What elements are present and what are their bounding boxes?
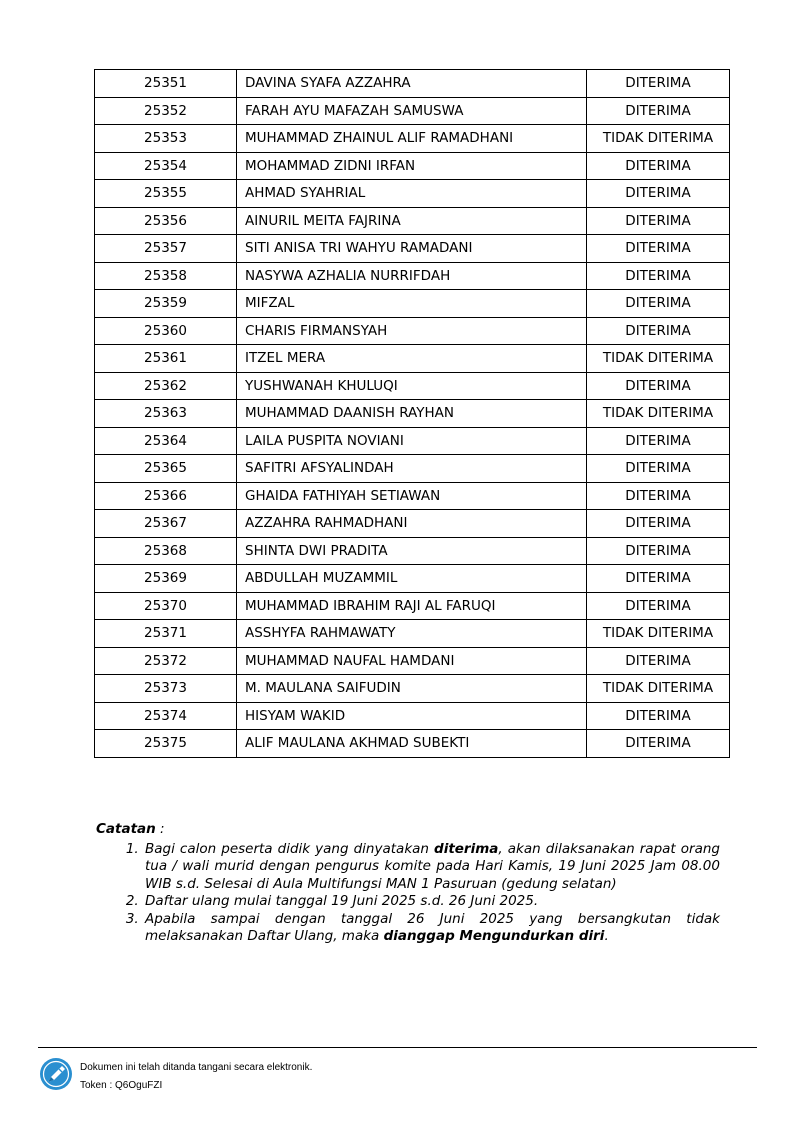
table-row: [95, 400, 730, 428]
status-cell: DITERIMA: [587, 702, 730, 730]
status-cell: TIDAK DITERIMA: [587, 620, 730, 648]
token-label: Token :: [80, 1080, 116, 1091]
note-3-after: .: [604, 928, 609, 944]
registration-number-cell: 25357: [95, 235, 237, 263]
status-cell: DITERIMA: [587, 152, 730, 180]
student-name-cell: SITI ANISA TRI WAHYU RAMADANI: [237, 235, 587, 263]
registration-number-cell: 25372: [95, 647, 237, 675]
notes-title-suffix: :: [155, 821, 165, 837]
student-name-cell: ALIF MAULANA AKHMAD SUBEKTI: [237, 730, 587, 758]
table-row: [95, 730, 730, 758]
status-cell: DITERIMA: [587, 510, 730, 538]
registration-number-cell: 25363: [95, 400, 237, 428]
status-cell: DITERIMA: [587, 537, 730, 565]
note-item-2: [143, 893, 720, 911]
registration-number-cell: 25369: [95, 565, 237, 593]
student-name-cell: AZZAHRA RAHMADHANI: [237, 510, 587, 538]
table-row: [95, 262, 730, 290]
registration-number-cell: 25368: [95, 537, 237, 565]
registration-number-cell: 25375: [95, 730, 237, 758]
status-cell: DITERIMA: [587, 317, 730, 345]
table-row: [95, 482, 730, 510]
table-row: [95, 675, 730, 703]
registration-number-cell: 25366: [95, 482, 237, 510]
student-name-cell: FARAH AYU MAFAZAH SAMUSWA: [237, 97, 587, 125]
note-1-after: , akan dilaksanakan rapat orang tua / wali murid dengan pengurus komite pada Hari Kamis, 19 Juni 2025 Jam 08.00 WIB s.d. Selesai di Aula Multifungsi MAN 1 Pasuruan (gedung selatan): [145, 840, 720, 892]
note-2-text: Daftar ulang mulai tanggal 19 Juni 2025 s.d. 26 Juni 2025.: [145, 893, 539, 909]
status-cell: DITERIMA: [587, 565, 730, 593]
registration-number-cell: 25360: [95, 317, 237, 345]
table-row: [95, 152, 730, 180]
student-name-cell: AHMAD SYAHRIAL: [237, 180, 587, 208]
table-row: [95, 125, 730, 153]
student-name-cell: ASSHYFA RAHMAWATY: [237, 620, 587, 648]
table-row: [95, 537, 730, 565]
signed-notice: Dokumen ini telah ditanda tangani secara elektronik.: [80, 1062, 313, 1073]
registration-number-cell: 25356: [95, 207, 237, 235]
registration-number-cell: 25364: [95, 427, 237, 455]
footer-text: [80, 1059, 312, 1095]
status-cell: DITERIMA: [587, 180, 730, 208]
student-name-cell: NASYWA AZHALIA NURRIFDAH: [237, 262, 587, 290]
registration-number-cell: 25371: [95, 620, 237, 648]
student-name-cell: MIFZAL: [237, 290, 587, 318]
table-row: [95, 290, 730, 318]
student-name-cell: ITZEL MERA: [237, 345, 587, 373]
student-name-cell: AINURIL MEITA FAJRINA: [237, 207, 587, 235]
status-cell: DITERIMA: [587, 372, 730, 400]
student-name-cell: MOHAMMAD ZIDNI IRFAN: [237, 152, 587, 180]
table-row: [95, 510, 730, 538]
status-cell: DITERIMA: [587, 427, 730, 455]
token-line: [80, 1077, 312, 1095]
status-cell: DITERIMA: [587, 97, 730, 125]
note-item-3: [143, 911, 720, 946]
status-cell: TIDAK DITERIMA: [587, 345, 730, 373]
student-name-cell: HISYAM WAKID: [237, 702, 587, 730]
status-cell: TIDAK DITERIMA: [587, 675, 730, 703]
status-cell: DITERIMA: [587, 455, 730, 483]
table-row: [95, 620, 730, 648]
table-row: [95, 97, 730, 125]
table-row: [95, 372, 730, 400]
student-name-cell: MUHAMMAD NAUFAL HAMDANI: [237, 647, 587, 675]
student-name-cell: SAFITRI AFSYALINDAH: [237, 455, 587, 483]
registration-number-cell: 25362: [95, 372, 237, 400]
table-row: [95, 207, 730, 235]
results-table-body: [95, 70, 730, 758]
registration-number-cell: 25355: [95, 180, 237, 208]
student-name-cell: YUSHWANAH KHULUQI: [237, 372, 587, 400]
table-row: [95, 345, 730, 373]
registration-number-cell: 25370: [95, 592, 237, 620]
table-row: [95, 427, 730, 455]
registration-number-cell: 25367: [95, 510, 237, 538]
registration-number-cell: 25353: [95, 125, 237, 153]
registration-number-cell: 25358: [95, 262, 237, 290]
student-name-cell: DAVINA SYAFA AZZAHRA: [237, 70, 587, 98]
notes-list: [96, 841, 720, 946]
registration-number-cell: 25361: [95, 345, 237, 373]
note-item-1: [143, 841, 720, 894]
e-signature-pen-icon: [39, 1057, 73, 1091]
status-cell: DITERIMA: [587, 592, 730, 620]
table-row: [95, 180, 730, 208]
table-row: [95, 455, 730, 483]
notes-heading: [96, 821, 720, 839]
table-row: [95, 317, 730, 345]
status-cell: DITERIMA: [587, 647, 730, 675]
student-name-cell: ABDULLAH MUZAMMIL: [237, 565, 587, 593]
status-cell: DITERIMA: [587, 290, 730, 318]
table-row: [95, 235, 730, 263]
student-name-cell: CHARIS FIRMANSYAH: [237, 317, 587, 345]
note-3-emphasis: dianggap Mengundurkan diri: [383, 928, 605, 944]
note-1-before: Bagi calon peserta didik yang dinyatakan: [145, 840, 435, 857]
registration-number-cell: 25352: [95, 97, 237, 125]
table-row: [95, 592, 730, 620]
status-cell: DITERIMA: [587, 235, 730, 263]
token-value: Q6OguFZI: [115, 1080, 163, 1091]
registration-number-cell: 25373: [95, 675, 237, 703]
notes-title: Catatan: [96, 821, 156, 837]
status-cell: DITERIMA: [587, 482, 730, 510]
footer-divider: [38, 1047, 757, 1048]
table-row: [95, 565, 730, 593]
student-name-cell: MUHAMMAD IBRAHIM RAJI AL FARUQI: [237, 592, 587, 620]
admission-results-table: [94, 69, 730, 758]
note-3-before: Apabila sampai dengan tanggal 26 Juni 2025 yang bersangkutan tidak melaksanakan Daftar Ulang, maka: [145, 910, 720, 944]
registration-number-cell: 25365: [95, 455, 237, 483]
table-row: [95, 702, 730, 730]
notes-section: [96, 821, 720, 946]
registration-number-cell: 25374: [95, 702, 237, 730]
student-name-cell: MUHAMMAD DAANISH RAYHAN: [237, 400, 587, 428]
status-cell: DITERIMA: [587, 730, 730, 758]
student-name-cell: M. MAULANA SAIFUDIN: [237, 675, 587, 703]
table-row: [95, 70, 730, 98]
registration-number-cell: 25359: [95, 290, 237, 318]
status-cell: DITERIMA: [587, 70, 730, 98]
status-cell: TIDAK DITERIMA: [587, 125, 730, 153]
registration-number-cell: 25351: [95, 70, 237, 98]
status-cell: DITERIMA: [587, 262, 730, 290]
status-cell: TIDAK DITERIMA: [587, 400, 730, 428]
student-name-cell: MUHAMMAD ZHAINUL ALIF RAMADHANI: [237, 125, 587, 153]
student-name-cell: SHINTA DWI PRADITA: [237, 537, 587, 565]
note-1-emphasis: diterima: [434, 840, 499, 857]
table-row: [95, 647, 730, 675]
status-cell: DITERIMA: [587, 207, 730, 235]
student-name-cell: LAILA PUSPITA NOVIANI: [237, 427, 587, 455]
student-name-cell: GHAIDA FATHIYAH SETIAWAN: [237, 482, 587, 510]
registration-number-cell: 25354: [95, 152, 237, 180]
